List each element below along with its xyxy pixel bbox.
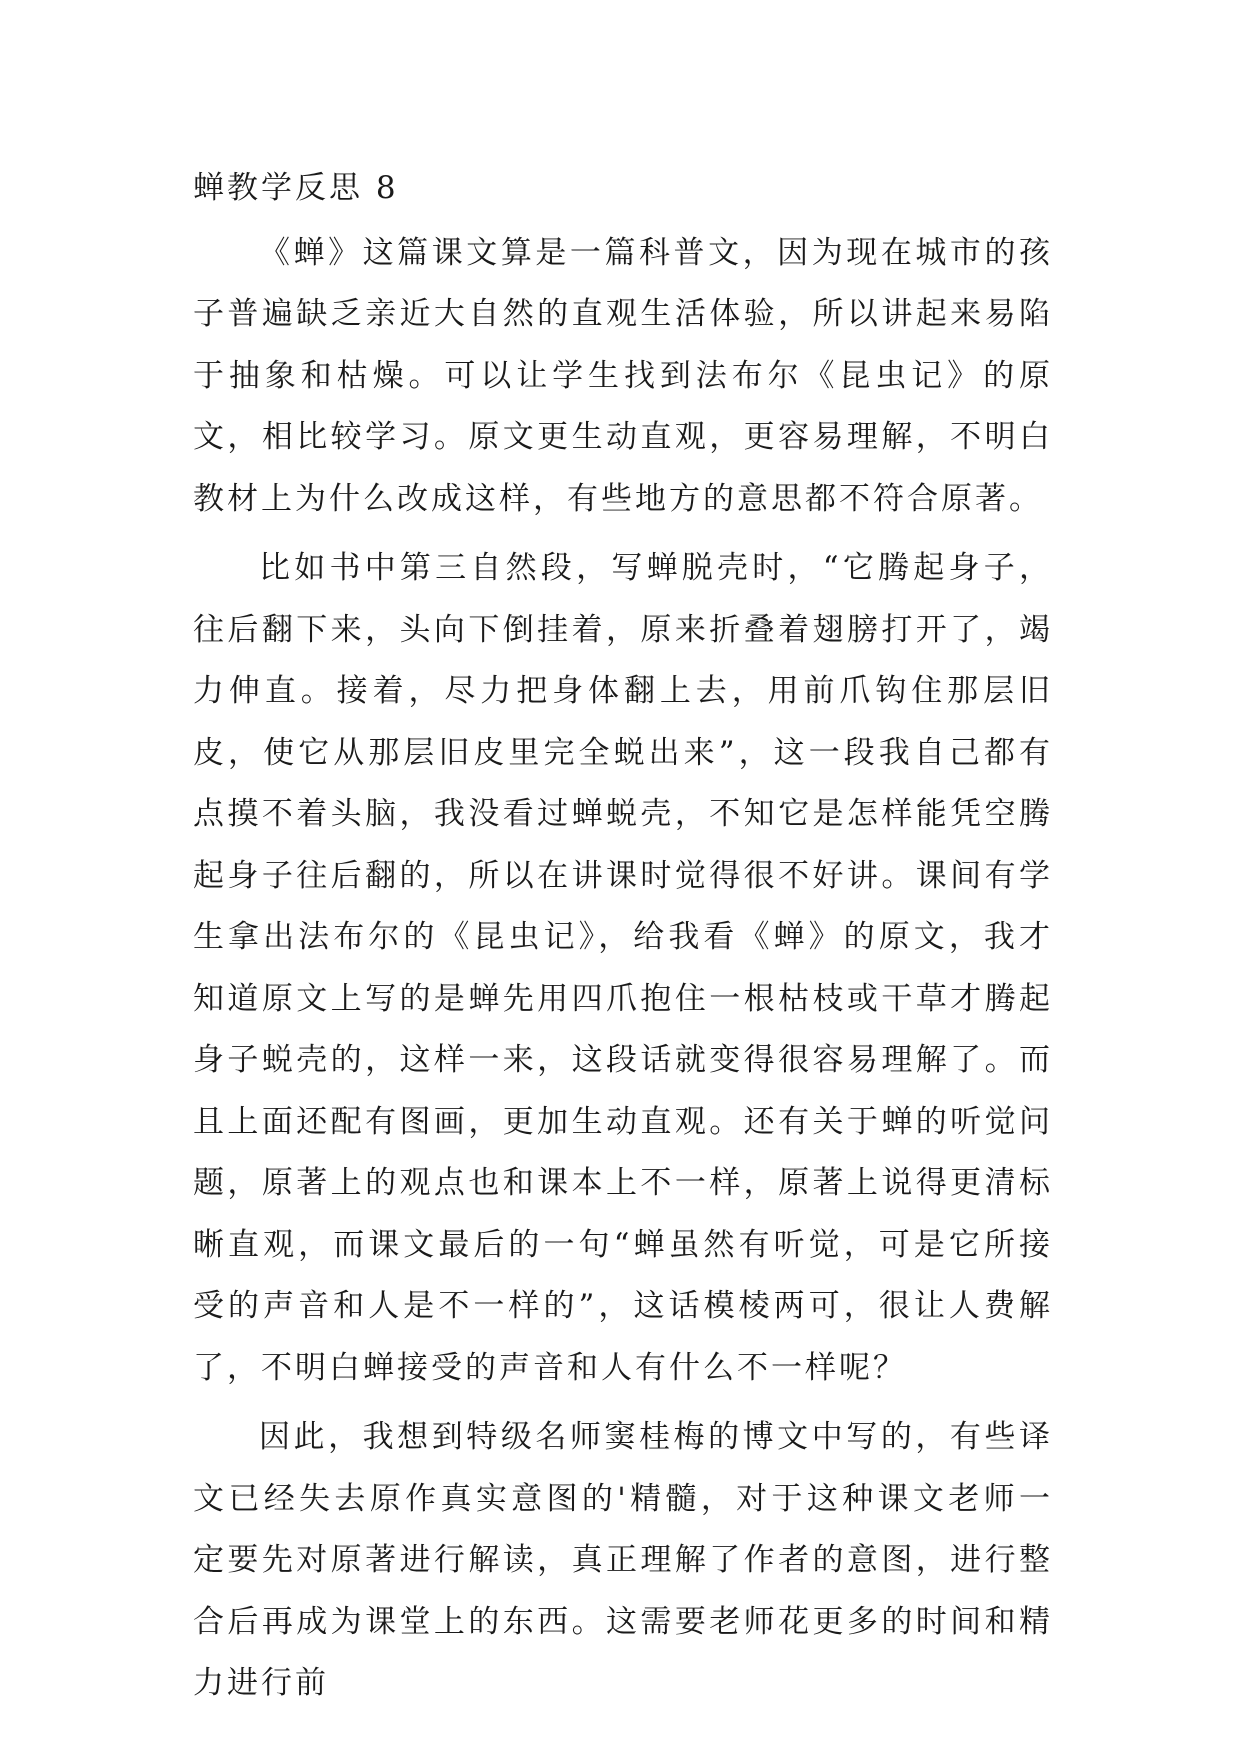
document-title: 蝉教学反思 8	[193, 170, 399, 206]
paragraph-2: 比如书中第三自然段，写蝉脱壳时，“它腾起身子，往后翻下来，头向下倒挂着，原来折叠着翅膀打开了，竭力伸直。接着，尽力把身体翻上去，用前爪钩住那层旧皮，使它从那层旧皮里完全蜕出来”，这一段我自己都有点摸不着头脑，我没看过蝉蜕壳，不知它是怎样能凭空腾起身子往后翻的，所以在讲课时觉得很不好讲。课间有学生拿出法布尔的《昆虫记》，给我看《蝉》的原文，我才知道原文上写的是蝉先用四爪抱住一根枯枝或干草才腾起身子蜕壳的，这样一来，这段话就变得很容易理解了。而且上面还配有图画，更加生动直观。还有关于蝉的听觉问题，原著上的观点也和课本上不一样，原著上说得更清标晰直观，而课文最后的一句“蝉虽然有听觉，可是它所接受的声音和人是不一样的”，这话模棱两可，很让人费解了，不明白蝉接受的声音和人有什么不一样呢？	[193, 550, 1053, 1386]
paragraph-1: 《蝉》这篇课文算是一篇科普文，因为现在城市的孩子普遍缺乏亲近大自然的直观生活体验，所以讲起来易陷于抽象和枯燥。可以让学生找到法布尔《昆虫记》的原文，相比较学习。原文更生动直观，更容易理解，不明白教材上为什么改成这样，有些地方的意思都不符合原著。	[193, 234, 1053, 517]
document-body	[193, 158, 1053, 1723]
paragraph-3: 因此，我想到特级名师窦桂梅的博文中写的，有些译文已经失去原作真实意图的'精髓，对于这种课文老师一定要先对原著进行解读，真正理解了作者的意图，进行整合后再成为课堂上的东西。这需要老师花更多的时间和精力进行前	[193, 1419, 1053, 1701]
